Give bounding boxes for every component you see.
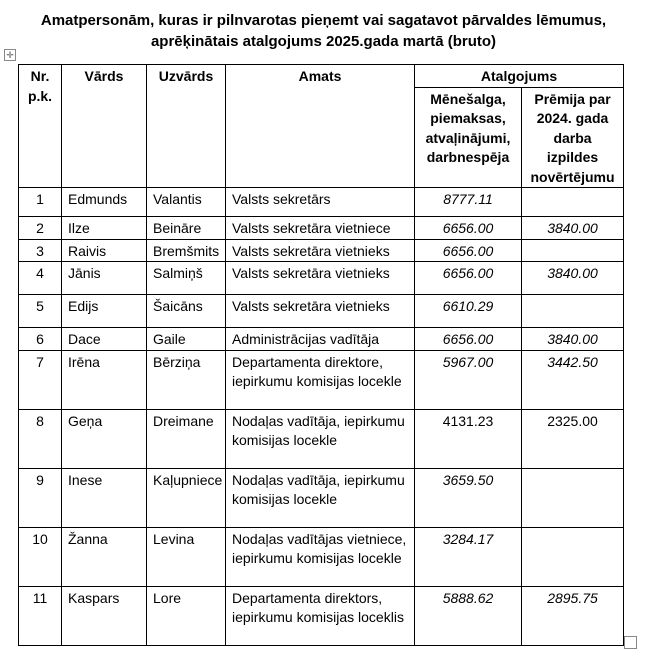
cell-bonus [522, 239, 624, 262]
move-cross-icon[interactable]: ✛ [4, 49, 16, 61]
cell-salary: 6656.00 [415, 217, 522, 240]
cell-surname: Kaļupniece [147, 468, 226, 527]
cell-name: Žanna [62, 527, 147, 586]
cell-name: Jānis [62, 262, 147, 295]
cell-salary: 6656.00 [415, 239, 522, 262]
header-remuneration: Atalgojums [415, 65, 624, 88]
cell-nr: 2 [19, 217, 62, 240]
cell-name: Geņa [62, 409, 147, 468]
table-row [19, 586, 624, 645]
cell-position: Nodaļas vadītājas vietniece, iepirkumu komisijas locekle [226, 527, 415, 586]
table-row [19, 468, 624, 527]
cell-salary: 6656.00 [415, 262, 522, 295]
table-row [19, 527, 624, 586]
table-row [19, 328, 624, 351]
cell-salary: 4131.23 [415, 409, 522, 468]
cell-salary: 3659.50 [415, 468, 522, 527]
cell-nr: 6 [19, 328, 62, 351]
cell-bonus [522, 468, 624, 527]
cell-bonus: 3840.00 [522, 262, 624, 295]
cell-nr: 10 [19, 527, 62, 586]
cell-bonus [522, 295, 624, 328]
cell-nr: 11 [19, 586, 62, 645]
title-line-1: Amatpersonām, kuras ir pilnvarotas pieņemt vai sagatavot pārvaldes lēmumus, [40, 12, 607, 29]
title-line-2: aprēķinātais atalgojums 2025.gada martā (bruto) [150, 33, 497, 50]
cell-position: Valsts sekretāra vietnieks [226, 295, 415, 328]
cell-surname: Bremšmits [147, 239, 226, 262]
cell-position: Departamenta direktors, iepirkumu komisijas loceklis [226, 586, 415, 645]
cell-salary: 6610.29 [415, 295, 522, 328]
table-row [19, 188, 624, 217]
cell-surname: Šaicāns [147, 295, 226, 328]
cell-position: Valsts sekretāra vietnieks [226, 239, 415, 262]
cell-nr: 9 [19, 468, 62, 527]
header-nr: Nr. p.k. [19, 65, 62, 188]
cell-name: Irēna [62, 350, 147, 409]
cell-surname: Levina [147, 527, 226, 586]
cell-surname: Salmiņš [147, 262, 226, 295]
cell-position: Valsts sekretāra vietnieks [226, 262, 415, 295]
table-row [19, 262, 624, 295]
header-name: Vārds [62, 65, 147, 188]
cell-bonus: 2325.00 [522, 409, 624, 468]
cell-nr: 4 [19, 262, 62, 295]
remuneration-table [18, 64, 624, 646]
resize-square-icon[interactable] [624, 636, 637, 649]
cell-nr: 8 [19, 409, 62, 468]
cell-surname: Bērziņa [147, 350, 226, 409]
cell-bonus: 3442.50 [522, 350, 624, 409]
cell-surname: Beināre [147, 217, 226, 240]
cell-bonus: 3840.00 [522, 217, 624, 240]
cell-position: Nodaļas vadītāja, iepirkumu komisijas locekle [226, 468, 415, 527]
cell-surname: Gaile [147, 328, 226, 351]
cell-position: Administrācijas vadītāja [226, 328, 415, 351]
cell-name: Inese [62, 468, 147, 527]
table-row [19, 409, 624, 468]
cell-name: Raivis [62, 239, 147, 262]
cell-name: Kaspars [62, 586, 147, 645]
cell-nr: 3 [19, 239, 62, 262]
table-row [19, 217, 624, 240]
cell-position: Valsts sekretārs [226, 188, 415, 217]
cell-bonus: 3840.00 [522, 328, 624, 351]
cell-salary: 5888.62 [415, 586, 522, 645]
cell-surname: Lore [147, 586, 226, 645]
header-salary: Mēnešalga, piemaksas, atvaļinājumi, darbnespēja [415, 87, 522, 188]
cell-name: Ilze [62, 217, 147, 240]
cell-salary: 5967.00 [415, 350, 522, 409]
cell-position: Valsts sekretāra vietniece [226, 217, 415, 240]
cell-surname: Valantis [147, 188, 226, 217]
table-row [19, 350, 624, 409]
table-row [19, 239, 624, 262]
cell-salary: 8777.11 [415, 188, 522, 217]
header-position: Amats [226, 65, 415, 188]
cell-salary: 3284.17 [415, 527, 522, 586]
cell-name: Dace [62, 328, 147, 351]
cell-bonus [522, 188, 624, 217]
cell-nr: 5 [19, 295, 62, 328]
cell-bonus [522, 527, 624, 586]
cell-position: Nodaļas vadītāja, iepirkumu komisijas locekle [226, 409, 415, 468]
header-bonus: Prēmija par 2024. gada darba izpildes novērtējumu [522, 87, 624, 188]
cell-name: Edmunds [62, 188, 147, 217]
cell-salary: 6656.00 [415, 328, 522, 351]
document-title [0, 10, 647, 52]
cell-nr: 7 [19, 350, 62, 409]
header-surname: Uzvārds [147, 65, 226, 188]
cell-position: Departamenta direktore, iepirkumu komisijas locekle [226, 350, 415, 409]
cell-bonus: 2895.75 [522, 586, 624, 645]
cell-name: Edijs [62, 295, 147, 328]
cell-surname: Dreimane [147, 409, 226, 468]
table-row [19, 295, 624, 328]
cell-nr: 1 [19, 188, 62, 217]
